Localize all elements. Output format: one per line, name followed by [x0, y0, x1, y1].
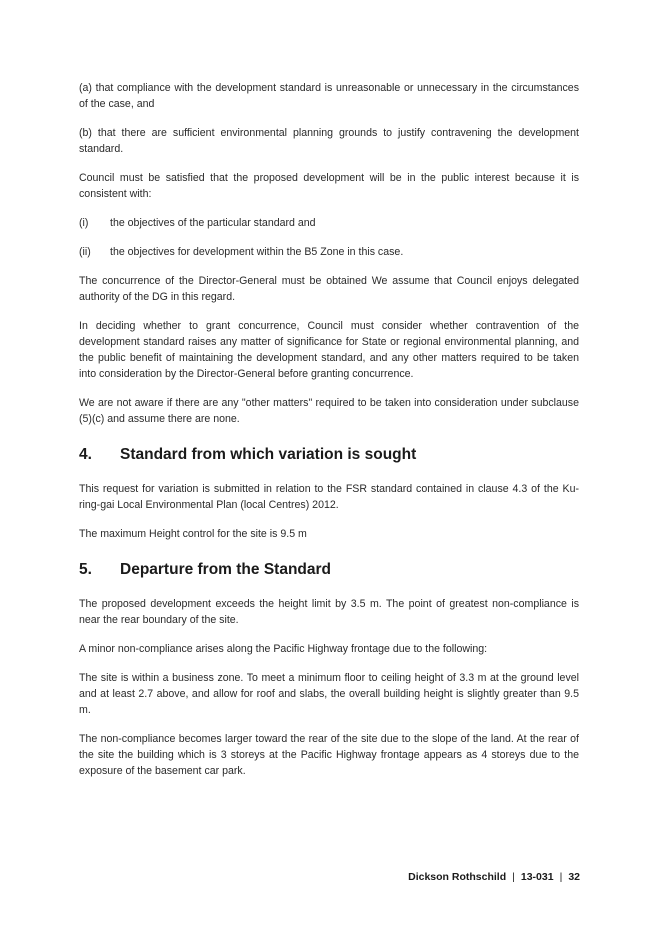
footer-separator: |	[559, 871, 563, 883]
footer-page-number: 32	[568, 871, 580, 883]
list-item	[79, 244, 579, 260]
paragraph-other-matters: We are not aware if there are any "other matters" required to be taken into consideration under subclause (5)(c) and assume there are none.	[79, 397, 579, 425]
page-footer	[408, 871, 580, 883]
section-4-paragraph-2: The maximum Height control for the site is 9.5 m	[79, 528, 307, 540]
list-item	[79, 215, 579, 231]
section-5-paragraph-1: The proposed development exceeds the height limit by 3.5 m. The point of greatest non-compliance is near the rear boundary of the site.	[79, 598, 579, 626]
section-4-number: 4.	[79, 446, 92, 463]
list-item-text: the objectives for development within the B5 Zone in this case.	[110, 246, 404, 258]
paragraph-deciding: In deciding whether to grant concurrence, Council must consider whether contravention of the development standard raises any matter of significance for State or regional environmental planning, and the public benefit of maintaining the development standard, and any other matters required to be taken into consideration by the Director-General before granting concurrence.	[79, 320, 579, 380]
section-5-paragraph-4: The non-compliance becomes larger toward the rear of the site due to the slope of the land. At the rear of the site the building which is 3 storeys at the Pacific Highway frontage appears as 4 storeys due to the exposure of the basement car park.	[79, 733, 579, 777]
paragraph-council: Council must be satisfied that the proposed development will be in the public interest because it is consistent with:	[79, 172, 579, 200]
section-4-heading	[79, 445, 579, 465]
section-5-paragraph-3: The site is within a business zone. To meet a minimum floor to ceiling height of 3.3 m at the ground level and at least 2.7 above, and allow for roof and slabs, the overall building height is slightly greater than 9.5 m.	[79, 672, 579, 716]
section-5-heading	[79, 560, 579, 580]
section-5-number: 5.	[79, 561, 92, 578]
footer-company: Dickson Rothschild	[408, 871, 507, 883]
paragraph-concurrence: The concurrence of the Director-General must be obtained We assume that Council enjoys delegated authority of the DG in this regard.	[79, 275, 579, 303]
list-item-number: (i)	[79, 217, 89, 229]
list-item-text: the objectives of the particular standard and	[110, 217, 316, 229]
section-5-paragraph-2: A minor non-compliance arises along the Pacific Highway frontage due to the following:	[79, 643, 488, 655]
footer-separator: |	[512, 871, 515, 883]
section-4-paragraph-1: This request for variation is submitted in relation to the FSR standard contained in clause 4.3 of the Ku-ring-gai Local Environmental Plan (local Centres) 2012.	[79, 483, 579, 511]
paragraph-a: (a) that compliance with the development standard is unreasonable or unnecessary in the circumstances of the case, and	[79, 82, 579, 110]
list-item-number: (ii)	[79, 246, 91, 258]
footer-reference: 13-031	[520, 871, 554, 883]
document-body	[79, 80, 579, 792]
section-4-title: Standard from which variation is sought	[120, 446, 417, 463]
paragraph-b: (b) that there are sufficient environmental planning grounds to justify contravening the development standard.	[79, 127, 579, 155]
section-5-title: Departure from the Standard	[120, 561, 332, 578]
